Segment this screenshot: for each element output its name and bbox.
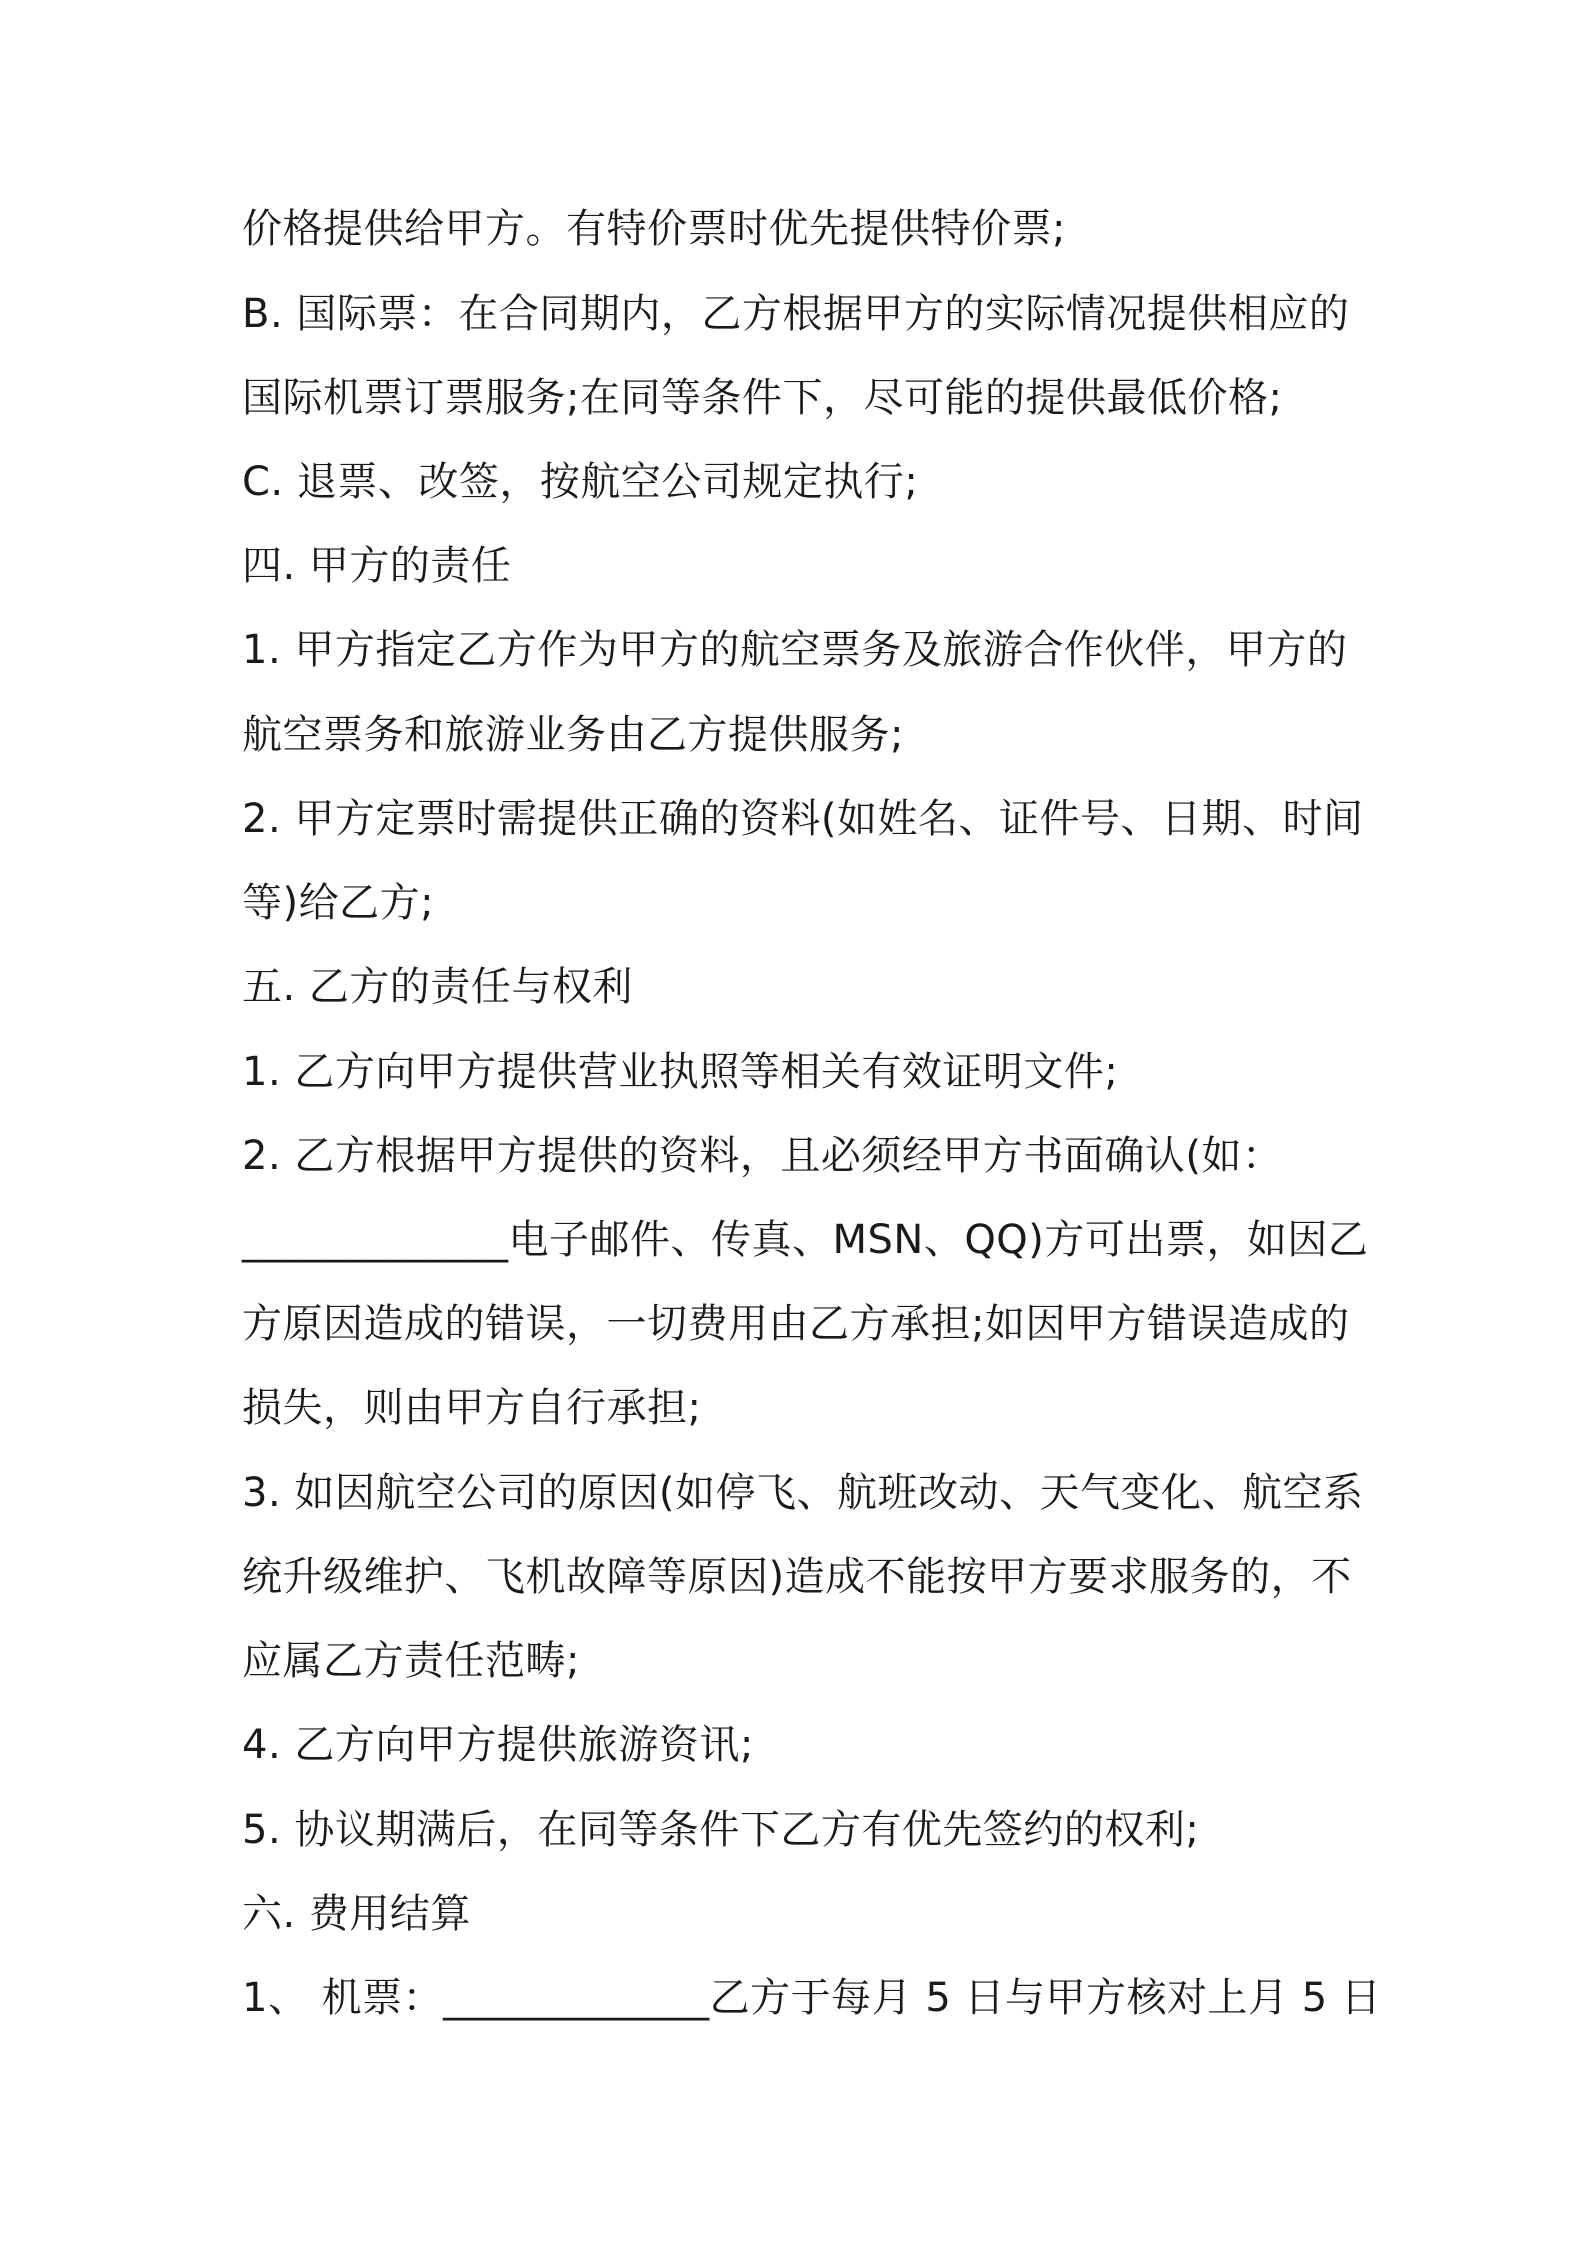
- text-line: 应属乙方责任范畴;: [242, 1638, 580, 1684]
- text-line: 1. 甲方指定乙方作为甲方的航空票务及旅游合作伙伴，甲方的: [242, 627, 1348, 673]
- text-line: _____________电子邮件、传真、MSN、QQ)方可出票，如因乙: [242, 1217, 1369, 1263]
- text-line: 2. 乙方根据甲方提供的资料，且必须经甲方书面确认(如：: [242, 1133, 1283, 1179]
- text-line: 统升级维护、飞机故障等原因)造成不能按甲方要求服务的，不: [242, 1554, 1352, 1600]
- section-heading: 五. 乙方的责任与权利: [242, 964, 633, 1010]
- text-line: 方原因造成的错误，一切费用由乙方承担;如因甲方错误造成的: [242, 1301, 1350, 1347]
- text-line: 3. 如因航空公司的原因(如停飞、航班改动、天气变化、航空系: [242, 1470, 1364, 1516]
- text-line: 损失，则由甲方自行承担;: [242, 1385, 702, 1431]
- text-line: C. 退票、改签，按航空公司规定执行;: [242, 459, 919, 505]
- text-line: 1、 机票：_____________乙方于每月 5 日与甲方核对上月 5 日: [242, 1975, 1382, 2021]
- text-line: 等)给乙方;: [242, 880, 435, 926]
- text-line: 1. 乙方向甲方提供营业执照等相关有效证明文件;: [242, 1049, 1119, 1095]
- text-line: B. 国际票：在合同期内，乙方根据甲方的实际情况提供相应的: [242, 291, 1350, 337]
- text-line: 价格提供给甲方。有特价票时优先提供特价票;: [242, 206, 1066, 252]
- text-line: 4. 乙方向甲方提供旅游资讯;: [242, 1722, 754, 1768]
- text-line: 航空票务和旅游业务由乙方提供服务;: [242, 712, 904, 758]
- text-line: 2. 甲方定票时需提供正确的资料(如姓名、证件号、日期、时间: [242, 796, 1364, 842]
- section-heading: 六. 费用结算: [242, 1891, 471, 1937]
- text-line: 国际机票订票服务;在同等条件下，尽可能的提供最低价格;: [242, 375, 1283, 421]
- text-line: 5. 协议期满后，在同等条件下乙方有优先签约的权利;: [242, 1807, 1200, 1853]
- section-heading: 四. 甲方的责任: [242, 543, 512, 589]
